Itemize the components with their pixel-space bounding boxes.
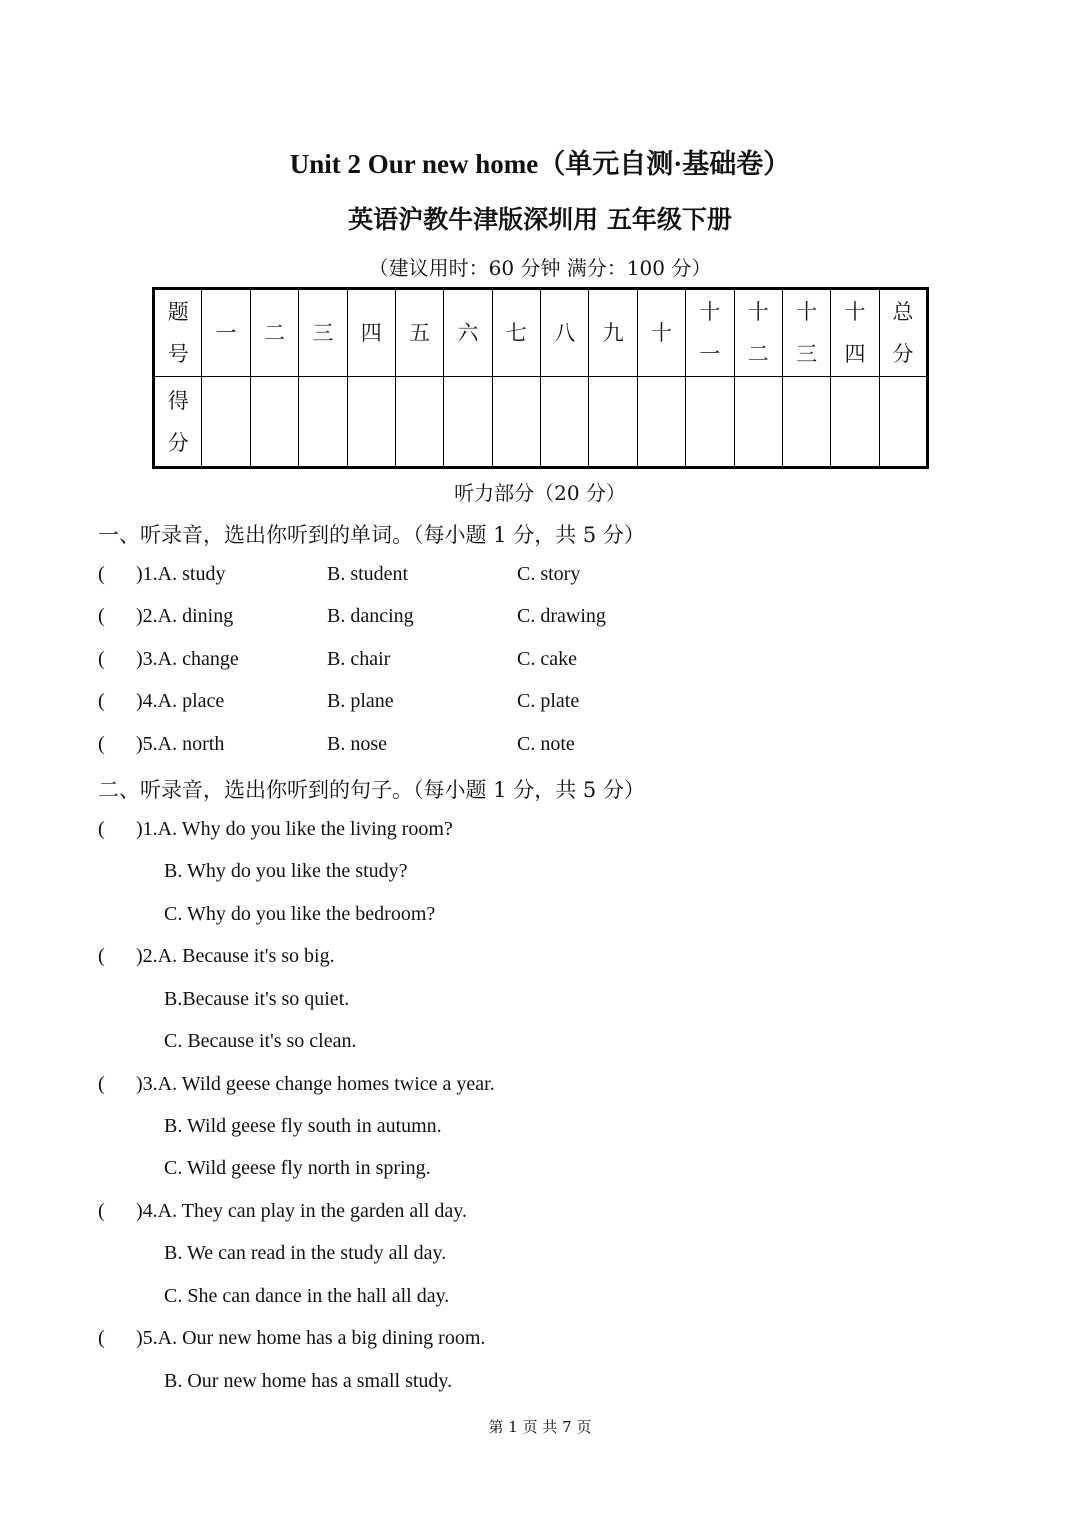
option-b: B. Wild geese fly south in autumn. (164, 1115, 442, 1137)
score-cell[interactable] (541, 377, 589, 468)
score-cell[interactable] (299, 377, 347, 468)
score-cell[interactable] (444, 377, 492, 468)
page-subtitle: 英语沪教牛津版深圳用 五年级下册 (348, 205, 732, 234)
score-col-7: 七 (492, 289, 540, 377)
answer-blank[interactable]: ( (98, 605, 105, 627)
option-a: )5.A. north (136, 733, 225, 755)
score-cell[interactable] (202, 377, 250, 468)
score-cell[interactable] (734, 377, 782, 468)
answer-blank[interactable]: ( (98, 945, 105, 967)
option-c: C. cake (517, 648, 577, 670)
option-c: C. Because it's so clean. (164, 1030, 357, 1052)
section1-heading: 一、听录音，选出你听到的单词。（每小题 1 分，共 5 分） (98, 523, 645, 547)
option-a: )1.A. Why do you like the living room? (136, 818, 453, 840)
score-col-4: 四 (347, 289, 395, 377)
score-col-9: 九 (589, 289, 637, 377)
option-a: )3.A. change (136, 648, 239, 670)
answer-blank[interactable]: ( (98, 563, 105, 585)
score-col-10: 十 (637, 289, 685, 377)
page-title: Unit 2 Our new home（单元自测·基础卷） (289, 149, 791, 179)
option-a: )1.A. study (136, 563, 226, 585)
listening-section-title: 听力部分（20 分） (454, 481, 626, 505)
option-b: B. chair (327, 648, 391, 670)
score-cell[interactable] (686, 377, 734, 468)
score-col-1: 一 (202, 289, 250, 377)
option-a: )3.A. Wild geese change homes twice a year. (136, 1073, 495, 1095)
option-c: C. plate (517, 690, 580, 712)
option-c: C. Why do you like the bedroom? (164, 903, 436, 925)
score-table-score-row (154, 377, 928, 468)
score-label-question: 题 号 (154, 289, 202, 377)
option-c: C. Wild geese fly north in spring. (164, 1157, 431, 1179)
section2-heading: 二、听录音，选出你听到的句子。（每小题 1 分，共 5 分） (98, 778, 645, 802)
option-b: B. Our new home has a small study. (164, 1370, 453, 1392)
option-c: C. story (517, 563, 581, 585)
score-col-8: 八 (541, 289, 589, 377)
answer-blank[interactable]: ( (98, 1073, 105, 1095)
answer-blank[interactable]: ( (98, 690, 105, 712)
score-col-2: 二 (250, 289, 298, 377)
option-b: B. nose (327, 733, 387, 755)
option-a: )4.A. They can play in the garden all day. (136, 1200, 467, 1222)
score-cell[interactable] (250, 377, 298, 468)
answer-blank[interactable]: ( (98, 818, 105, 840)
option-b: B. dancing (327, 605, 414, 627)
option-a: )5.A. Our new home has a big dining room. (136, 1327, 486, 1349)
score-col-12: 十 二 (734, 289, 782, 377)
score-cell[interactable] (395, 377, 443, 468)
score-cell[interactable] (782, 377, 830, 468)
option-b: B. Why do you like the study? (164, 860, 408, 882)
score-table (152, 287, 929, 469)
page-footer: 第 1 页 共 7 页 (488, 1418, 592, 1436)
answer-blank[interactable]: ( (98, 733, 105, 755)
score-col-11: 十 一 (686, 289, 734, 377)
answer-blank[interactable]: ( (98, 1327, 105, 1349)
score-cell[interactable] (492, 377, 540, 468)
score-col-5: 五 (395, 289, 443, 377)
score-table-header-row (154, 289, 928, 377)
option-c: C. note (517, 733, 575, 755)
score-col-14: 十 四 (831, 289, 879, 377)
option-a: )4.A. place (136, 690, 225, 712)
option-c: C. She can dance in the hall all day. (164, 1285, 450, 1307)
option-a: )2.A. dining (136, 605, 234, 627)
answer-blank[interactable]: ( (98, 1200, 105, 1222)
score-cell[interactable] (589, 377, 637, 468)
score-cell[interactable] (879, 377, 927, 468)
score-label-score: 得 分 (154, 377, 202, 468)
option-b: B. We can read in the study all day. (164, 1242, 447, 1264)
answer-blank[interactable]: ( (98, 648, 105, 670)
option-b: B. plane (327, 690, 394, 712)
score-col-13: 十 三 (782, 289, 830, 377)
score-col-6: 六 (444, 289, 492, 377)
score-cell[interactable] (347, 377, 395, 468)
option-a: )2.A. Because it's so big. (136, 945, 335, 967)
score-cell[interactable] (831, 377, 879, 468)
option-b: B. student (327, 563, 409, 585)
time-info: （建议用时：60 分钟 满分：100 分） (368, 256, 712, 280)
option-b: B.Because it's so quiet. (164, 988, 350, 1010)
option-c: C. drawing (517, 605, 606, 627)
score-col-total: 总 分 (879, 289, 927, 377)
score-col-3: 三 (299, 289, 347, 377)
score-cell[interactable] (637, 377, 685, 468)
